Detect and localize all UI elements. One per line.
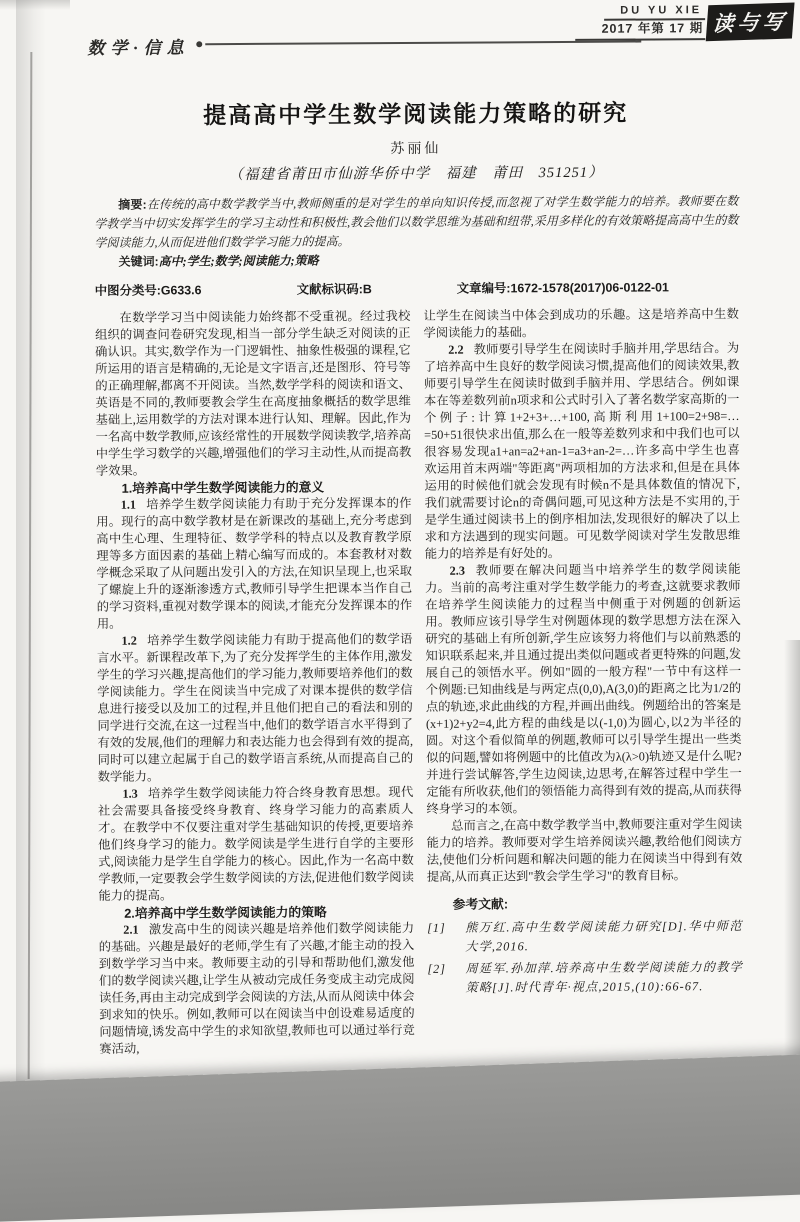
issue-number: 2017 年第 17 期 [575,20,705,41]
paragraph-text: 总而言之,在高中数学教学当中,教师要注重对学生阅读能力的培养。教师要对学生培养阅读兴趣,教给他们阅读方法,使他们分析问题和解决问题的能力在阅读当中得到有效提高,从而真正达到"教会学生学习"的教育目标。 [426,816,743,884]
journal-logo: 读与写 [706,2,795,41]
paragraph [424,340,741,563]
section-number: 2.2 [448,342,464,357]
paragraph [95,308,412,480]
references-heading: 参考文献: [452,896,509,912]
section-heading [99,903,415,922]
paragraph-text: 培养学生数学阅读能力符合终身教育思想。现代社会需要具备接受终身教育、终身学习能力的高素质人才。在教学中不仅要注重对学生基础知识的传授,更要培养他们终身学习的能力。数学阅读是学生进行自学的主要形式,阅读能力是学生自学能力的核心。因此,作为一名高中数学教师,一定要教会学生数学阅读的方法,促进他们数学阅读能力的提高。 [97,784,414,903]
article-number: 文章编号:1672-1578(2017)06-0122-01 [456,280,669,296]
author-affiliation: （福建省莆田市仙游华侨中学 福建 莆田 351251） [228,164,604,184]
journal-initials: DU YU XIE [604,4,705,21]
references [427,892,743,998]
header-rule [205,41,641,46]
author-name: 苏丽仙 [390,141,442,158]
reference-number: [1] [427,920,446,935]
reference-text: 周延军.孙加萍.培养高中生数学阅读能力的教学策略[J].时代青年·视点,2015,(10):66-67. [465,959,743,995]
reference-item [427,917,743,957]
paragraph [425,561,742,818]
abstract-block [94,192,738,272]
paragraph-text: 教师要在解决问题当中培养学生的数学阅读能力。当前的高考注重对学生数学能力的考查,这就要求教师在培养学生阅读能力的过程当中侧重于对例题的创新运用。教师应该引导学生对例题体现的数学思想方法在深入研究的基础上有所创新,学生应该努力将他们与以前熟悉的知识联系起来,并且通过提出类似问题或者更特殊的问题,发展自己的领悟水平。例如"圆的一般方程"一节中有这样一个例题:已知曲线是与两定点(0,0),A(3,0)的距离之比为1/2的点的轨迹,求此曲线的方程,并画出曲线。例题给出的答案是(x+1)2+y2=4,此方程的曲线是以(-1,0)为圆心,以2为半径的圆。对这个看似简单的例题,教师可以引导学生提出一些类似的问题,譬如将例题中的比值改为λ(λ>0)轨迹又是什么呢?并进行尝试解答,学生边阅读,边思考,在解答过程中学生一定能有所收获,他们的领悟能力高得到有效的提高,从而获得终身学习的本领。 [425,561,742,816]
heading-text: 1.培养高中学生数学阅读能力的意义 [121,479,325,496]
right-column [423,306,743,1056]
paragraph-text: 教师要引导学生在阅读时手脑并用,学思结合。为了培养高中生良好的数学阅读习惯,提高他们的阅读效果,教师要引导学生在阅读时做到手脑并用、学思结合。例如课本在等差数列前n项求和公式时引入了著名数学家高斯的一个例子:计算1+2+3+…+100,高斯利用1+100=2+98=…=50+51很快求出值,那么在一般等差数列求和中我们也可以很容易发现a1+an=a2+an-1=a3+an-2=…许多高中学生也喜欢运用首末两端"等距离"两项相加的方法求和,但是在具体运用的时候他们就会发现有时候n不是具体数值的情况下,我们就需要讨论n的奇偶问题,可见这种方法是不实用的,于是学生通过阅读书上的倒序相加法,发现很好的解决了以上求和方法遇到的现实问题。可见数学阅读对学生发散思维能力的培养是有好处的。 [423,340,741,561]
paragraph [423,306,739,342]
heading-text: 2.培养高中学生数学阅读能力的策略 [124,904,327,921]
section-number: 2.1 [123,922,139,937]
paragraph-text: 让学生在阅读当中体会到成功的乐趣。这是培养高中生数学阅读能力的基础。 [423,306,739,340]
masthead [87,0,789,76]
abstract-label: 摘要: [118,197,147,212]
meta-line [95,277,739,299]
paragraph-text: 培养学生数学阅读能力有助于提高他们的数学语言水平。新课程改革下,为了充分发挥学生的主体作用,激发学生的学习兴趣,提高他们的学习能力,教师要培养他们的数学阅读能力。学生在阅读当中完成了对课本提供的数学信息进行接受以及加工的过程,并且他们把自己的看法和别的同学进行交流,在这一过程当中,他们的数学语言水平得到了有效的发展,他们的理解力和表达能力也会得到有效的提高,同时可以建立起属于自己的数学语言系统,从而提高自己的数学能力。 [96,631,414,784]
section-number: 1.3 [122,786,138,801]
abstract-paragraph [94,192,738,253]
section-heading [96,478,412,497]
issue-block [575,4,793,41]
paragraph-text: 激发高中生的阅读兴趣是培养他们数学阅读能力的基础。兴趣是最好的老师,学生有了兴趣,才能主动的投入到数学学习当中来。教师要主动的引导和帮助他们,激发他们的数学阅读兴趣,让学生从被动完成任务变成主动完成阅读任务,再由主动完成到学会阅读的方法,从而从阅读中体会到求知的快乐。例如,教师可以在阅读当中创设难易适度的问题情境,诱发高中学生的求知欲望,教师也可以通过举行竞赛活动, [98,920,415,1056]
paragraph [426,816,742,886]
reference-text: 熊万红.高中生数学阅读能力研究[D].华中师范大学,2016. [465,918,743,954]
article-title: 提高高中学生数学阅读能力策略的研究 [203,99,629,129]
scan-bottom-shadow [0,1054,800,1222]
body-columns [95,306,744,1058]
paragraph [98,784,414,905]
keywords-paragraph [95,249,739,272]
section-label: 数学·信息 [87,38,190,58]
document-code: 文献标识码:B [296,282,372,297]
left-column [95,308,415,1058]
abstract-text: 在传统的高中数学教学当中,教师侧重的是对学生的单向知识传授,而忽视了对学生数学能力的培养。教师要在数学教学当中切实发挥学生的学习主动性和积极性,教会他们以数学思维为基础和纽带,采用多样化的有效策略提高高中生的数学阅读能力,从而促进他们数学学习能力的提高。 [94,193,739,250]
paragraph [99,920,415,1058]
keywords-label: 关键词: [118,254,159,269]
paragraph [97,631,413,786]
section-number: 2.3 [449,563,465,578]
reference-item [427,958,743,998]
section-number: 1.2 [121,633,137,648]
reference-number: [2] [427,961,447,976]
section-number: 1.1 [120,497,137,512]
clc-number: 中图分类号:G633.6 [94,283,202,298]
keywords-text: 高中;学生;数学;阅读能力;策略 [158,253,319,269]
paragraph-text: 在数学学习当中阅读能力始终都不受重视。经过我校组织的调查问卷研究发现,相当一部分学生缺乏对阅读的正确认识。其实,数学作为一门逻辑性、抽象性极强的课程,它所运用的语言是精确的,无论是文字语言,还是图形、符号等的正确理解,都离不开阅读。当然,数学学科的阅读和语文、英语是不同的,教师要教会学生在高度抽象概括的数学思维基础上,运用数学的方法对课本进行认知、理解。因此,作为一名高中数学教师,应该经常性的开展数学阅读教学,培养高中学生学习数学的兴趣,增强他们的学习主动性,从而提高教学效果。 [94,308,412,478]
paragraph [96,495,412,633]
paragraph-text: 培养学生数学阅读能力有助于充分发挥课本的作用。现行的高中数学教材是在新课改的基础上,充分考虑到高中生心理、生理特征、数学学科的特点以及教育教学原理等多方面因素的基础上精心编写而成的。本套教材对数学概念采取了从问题出发引入的方法,在知识呈现上,也采取了螺旋上升的逐渐渗透方式,教师引导学生把课本当作自己的学习资料,重视对数学课本的阅读,才能充分发挥课本的作用。 [96,495,413,631]
issue-lines [575,4,705,41]
